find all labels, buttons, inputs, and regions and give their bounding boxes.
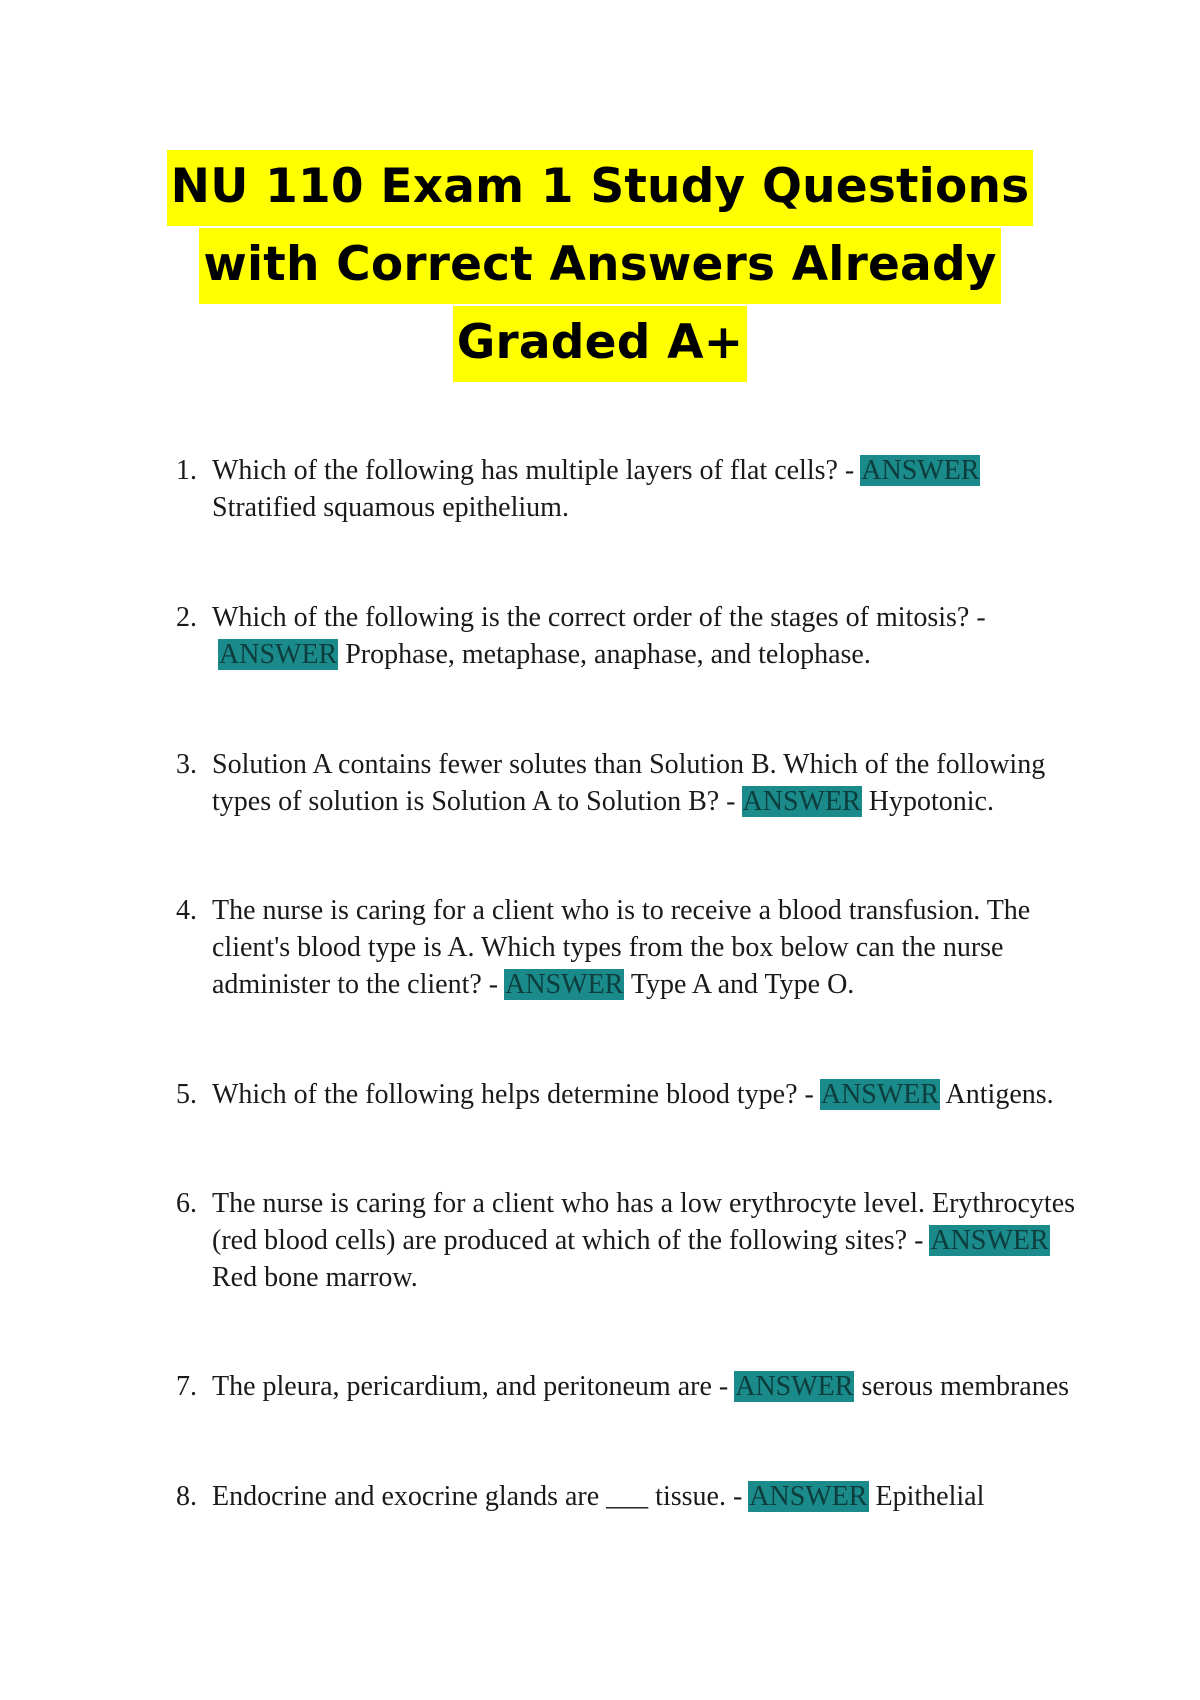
answer-label: ANSWER [749,1481,868,1512]
question-item [176,599,1076,673]
question-body [212,1185,1076,1296]
question-text: Which of the following is the correct order of the stages of mitosis? - [212,602,986,633]
question-body [212,599,1076,673]
title-text-2: with Correct Answers Already [199,228,1000,304]
question-text: The nurse is caring for a client who is to receive a blood transfusion. The client's blood type is A. Which types from the box below can the nurse administer to the client? - [212,895,1031,1000]
question-body [212,1076,1076,1113]
answer-label: ANSWER [861,455,980,486]
answer-label: ANSWER [742,786,861,817]
question-item [176,1076,1076,1113]
question-item [176,1185,1076,1296]
question-text: The nurse is caring for a client who has a low erythrocyte level. Erythrocytes (red blood cells) are produced at which of the following sites? - [212,1188,1076,1256]
question-item [176,452,1076,526]
title-text-1: NU 110 Exam 1 Study Questions [167,150,1034,226]
answer-text: serous membranes [861,1371,1070,1402]
question-text: Which of the following has multiple layers of flat cells? - [212,455,855,486]
question-body [212,892,1076,1003]
answer-text: Red bone marrow. [212,1262,418,1293]
answer-text: Antigens. [945,1079,1054,1110]
question-number: 3. [176,749,197,780]
question-item [176,1368,1076,1405]
title-text-3: Graded A+ [453,306,748,382]
answer-text: Prophase, metaphase, anaphase, and telophase. [345,639,871,670]
answer-label: ANSWER [219,639,338,670]
question-item [176,746,1076,820]
answer-text: Stratified squamous epithelium. [212,492,569,523]
question-text: Which of the following helps determine blood type? - [212,1079,814,1110]
question-number: 8. [176,1481,197,1512]
answer-text: Epithelial [875,1481,985,1512]
answer-label: ANSWER [505,969,624,1000]
question-number: 1. [176,455,197,486]
document-title [0,150,1200,384]
title-line-3 [0,306,1200,384]
question-number: 4. [176,895,197,926]
title-line-2 [0,228,1200,306]
question-number: 2. [176,602,197,633]
question-item [176,1478,1076,1515]
answer-label: ANSWER [930,1225,1049,1256]
question-text: Solution A contains fewer solutes than Solution B. Which of the following types of solution is Solution A to Solution B? - [212,749,1046,817]
question-number: 5. [176,1079,197,1110]
question-body [212,1368,1076,1405]
question-body [212,1478,1076,1515]
question-number: 6. [176,1188,197,1219]
question-item [176,892,1076,1003]
answer-label: ANSWER [735,1371,854,1402]
question-text: The pleura, pericardium, and peritoneum are - [212,1371,729,1402]
answer-text: Hypotonic. [868,786,994,817]
question-text: Endocrine and exocrine glands are ___ tissue. - [212,1481,743,1512]
question-body [212,746,1076,820]
answer-text: Type A and Type O. [630,969,855,1000]
answer-label: ANSWER [820,1079,940,1110]
question-number: 7. [176,1371,197,1402]
title-line-1 [0,150,1200,228]
question-body [212,452,1076,526]
